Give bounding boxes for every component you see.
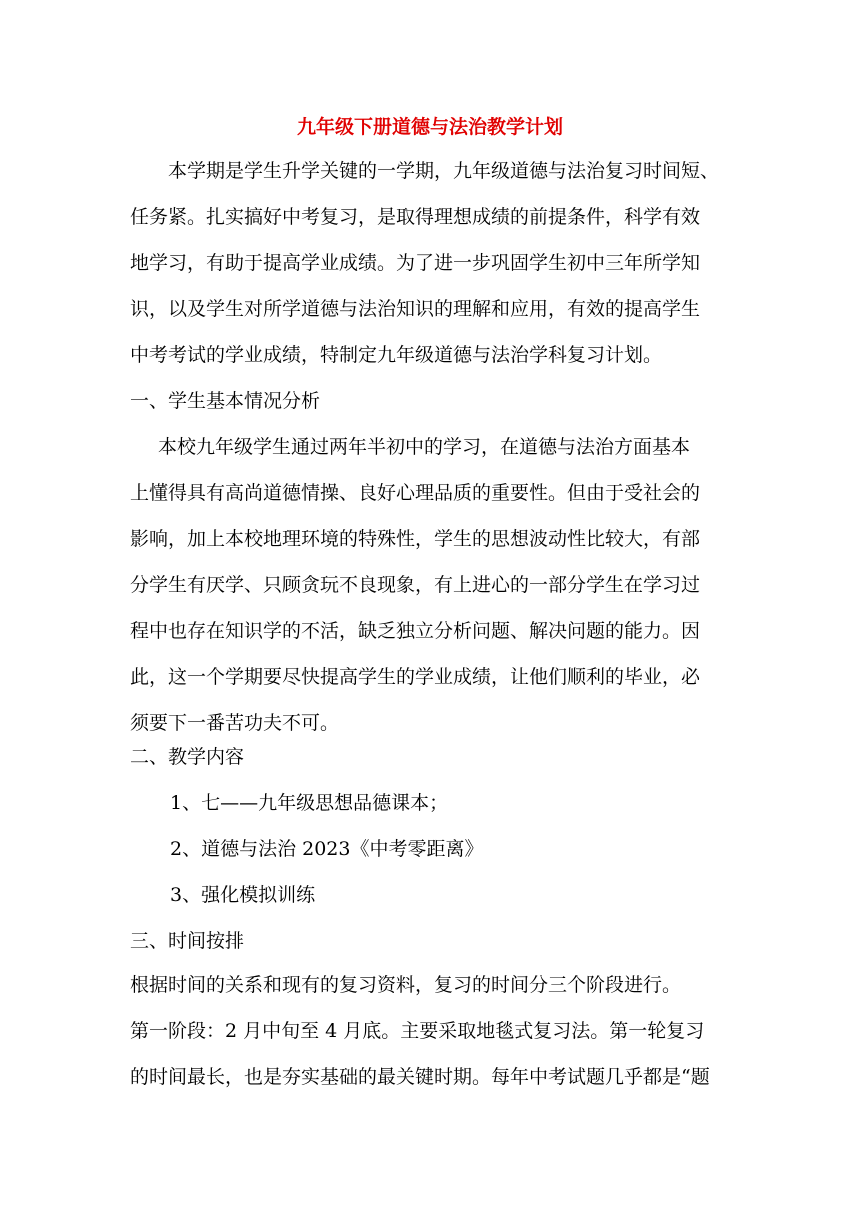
intro-line: 任务紧。扎实搞好中考复习，是取得理想成绩的前提条件，科学有效 bbox=[130, 206, 701, 228]
section1-line: 本校九年级学生通过两年半初中的学习，在道德与法治方面基本 bbox=[158, 436, 691, 458]
section2-item: 3、强化模拟训练 bbox=[170, 884, 316, 906]
intro-line: 地学习，有助于提高学业成绩。为了进一步巩固学生初中三年所学知 bbox=[130, 252, 701, 274]
intro-line: 识，以及学生对所学道德与法治知识的理解和应用，有效的提高学生 bbox=[130, 298, 701, 320]
intro-line: 本学期是学生升学关键的一学期，九年级道德与法治复习时间短、 bbox=[168, 160, 720, 182]
section1-line: 须要下一番苦功夫不可。 bbox=[130, 712, 340, 734]
section-heading-1: 一、学生基本情况分析 bbox=[130, 390, 321, 412]
section3-line: 第一阶段：2 月中旬至 4 月底。主要采取地毯式复习法。第一轮复习 bbox=[130, 1020, 705, 1042]
section2-item: 1、七——九年级思想品德课本； bbox=[170, 792, 449, 814]
section1-line: 上懂得具有高尚道德情操、良好心理品质的重要性。但由于受社会的 bbox=[130, 482, 701, 504]
section-heading-2: 二、教学内容 bbox=[130, 746, 245, 768]
section1-line: 分学生有厌学、只顾贪玩不良现象，有上进心的一部分学生在学习过 bbox=[130, 574, 701, 596]
section1-line: 程中也存在知识学的不活，缺乏独立分析问题、解决问题的能力。因 bbox=[130, 620, 701, 642]
section1-line: 影响，加上本校地理环境的特殊性，学生的思想波动性比较大，有部 bbox=[130, 528, 701, 550]
section1-line: 此，这一个学期要尽快提高学生的学业成绩，让他们顺利的毕业，必 bbox=[130, 666, 701, 688]
section3-line: 根据时间的关系和现有的复习资料，复习的时间分三个阶段进行。 bbox=[130, 974, 682, 996]
section3-line: 的时间最长，也是夯实基础的最关键时期。每年中考试题几乎都是“题 bbox=[130, 1066, 710, 1088]
document-title: 九年级下册道德与法治教学计划 bbox=[296, 116, 563, 138]
intro-line: 中考考试的学业成绩，特制定九年级道德与法治学科复习计划。 bbox=[130, 344, 663, 366]
section-heading-3: 三、时间按排 bbox=[130, 930, 245, 952]
section2-item: 2、道德与法治 2023《中考零距离》 bbox=[170, 838, 484, 860]
